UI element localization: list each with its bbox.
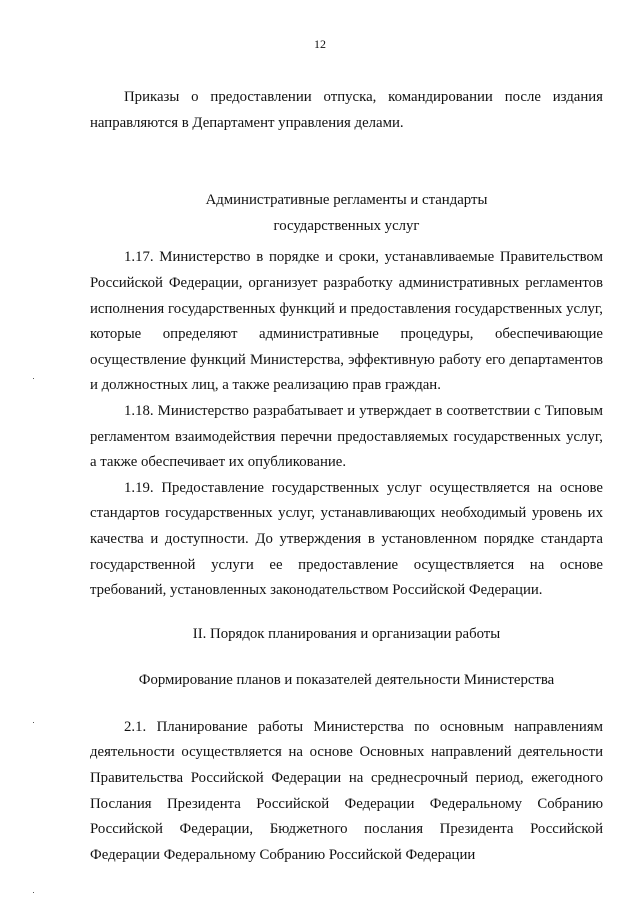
spacer (90, 694, 603, 715)
intro-paragraph: Приказы о предоставлении отпуска, командировании после издания направляются в Департамент управления делами. (90, 89, 603, 131)
section-heading-line-2: государственных услуг (273, 217, 420, 234)
scan-mark (33, 722, 34, 723)
section-heading-line-1: Административные регламенты и стандарты (205, 192, 488, 209)
document-body (90, 85, 603, 868)
paragraph-1-18: 1.18. Министерство разрабатывает и утверждает в соответствии с Типовым регламентом взаимодействия перечни предоставляемых государственных услуг, а также обеспечивает их опубликование. (90, 402, 603, 471)
chapter-heading: II. Порядок планирования и организации работы (192, 625, 501, 642)
paragraph-1-19: 1.19. Предоставление государственных услуг осуществляется на основе стандартов государственных услуг, устанавливающих необходимый уровень их качества и доступности. До утверждения в установленном порядке стандарта государственной услуги ее предоставление осуществляется на основе требований, установленных законодательством Российской Федерации. (90, 479, 603, 599)
spacer (90, 604, 603, 622)
scan-mark (33, 378, 34, 379)
subsection-heading: Формирование планов и показателей деятельности Министерства (138, 672, 555, 689)
paragraph-2-1: 2.1. Планирование работы Министерства по основным направлениям деятельности осуществляется на основе Основных направлений деятельности Правительства Российской Федерации на среднесрочный период, ежегодного Послания Президента Российской Федерации Федеральному Собранию Российской Федерации, Бюджетного послания Президента Российской Федерации Федеральному Собранию Российской Федерации (90, 718, 603, 863)
scan-mark (33, 892, 34, 893)
spacer (90, 136, 603, 188)
spacer (90, 647, 603, 668)
paragraph-1-17: 1.17. Министерство в порядке и сроки, устанавливаемые Правительством Российской Федерации, организует разработку административных регламентов исполнения государственных функций и предоставления государственных услуг, которые определяют административные процедуры, обеспечивающие осуществление функций Министерства, эффективную работу его департаментов и должностных лиц, а также реализацию прав граждан. (90, 249, 603, 394)
page-number: 12 (314, 37, 326, 51)
